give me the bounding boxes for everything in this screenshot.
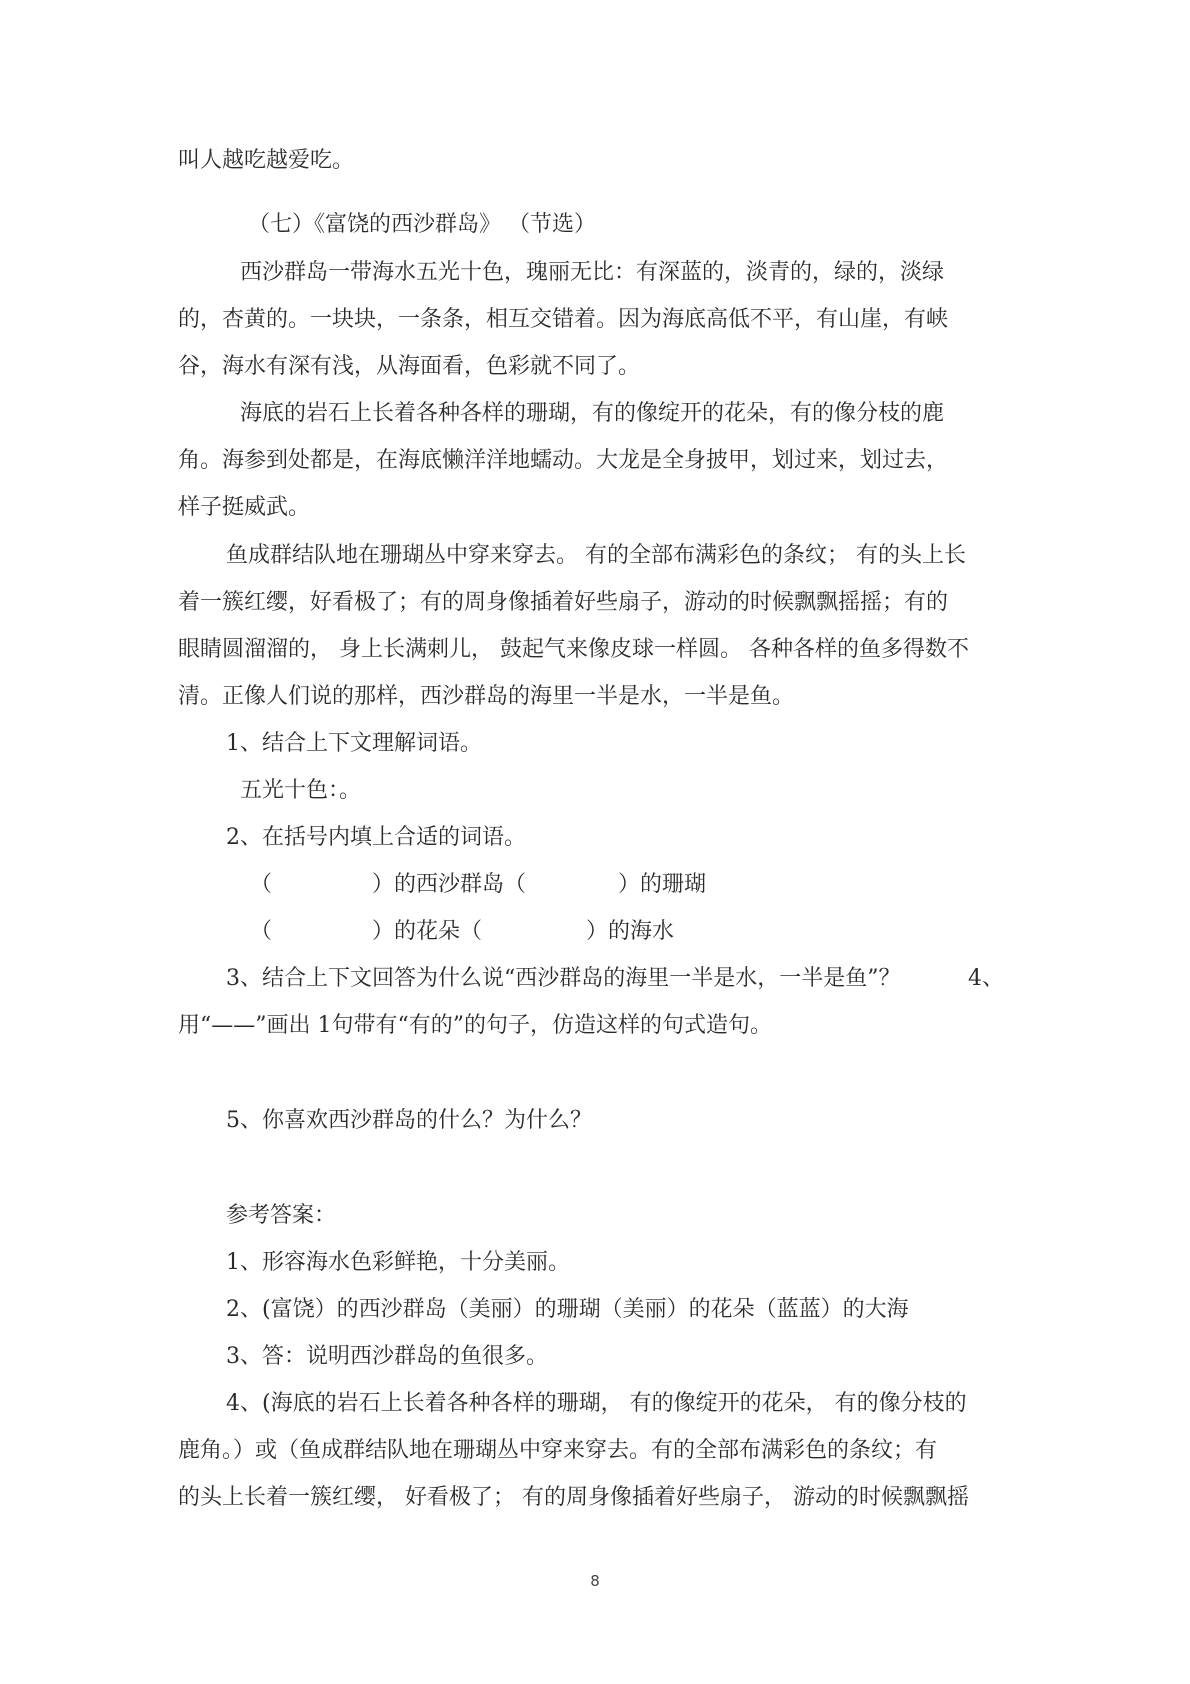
- question-3: 3、结合上下文回答为什么说“西沙群岛的海里一半是水，一半是鱼”？: [226, 966, 901, 991]
- text-line: 的，杏黄的。一块块，一条条，相互交错着。因为海底高低不平，有山崖，有峡: [178, 307, 949, 332]
- fill-blank-text: ）的海水: [586, 919, 675, 944]
- text-line: 角。海参到处都是，在海底懒洋洋地蠕动。大龙是全身披甲，划过来，划过去，: [178, 448, 949, 473]
- section-title: （七）《富饶的西沙群岛》 （节选）: [248, 212, 596, 237]
- text-line: 着一簇红缨，好看极了；有的周身像插着好些扇子，游动的时候飘飘摇摇；有的: [178, 590, 949, 615]
- text-line: 清。正像人们说的那样，西沙群岛的海里一半是水，一半是鱼。: [178, 684, 795, 709]
- answer-line: 的头上长着一簇红缨， 好看极了； 有的周身像插着好些扇子， 游动的时候飘飘摇: [178, 1485, 969, 1510]
- answer-line: 鹿角。）或（鱼成群结队地在珊瑚丛中穿来穿去。有的全部布满彩色的条纹；有: [178, 1438, 938, 1463]
- question-1: 1、结合上下文理解词语。: [226, 731, 482, 756]
- fill-blank-open: （: [250, 872, 273, 897]
- answer-line: 4、(海底的岩石上长着各种各样的珊瑚， 有的像绽开的花朵， 有的像分枝的: [226, 1391, 967, 1416]
- question-1-term: 五光十色：。: [240, 778, 362, 803]
- fill-blank-row: [250, 870, 706, 900]
- question-2: 2、在括号内填上合适的词语。: [226, 825, 526, 850]
- fill-blank-row: [250, 917, 674, 947]
- text-line: 样子挺威武。: [178, 495, 311, 520]
- text-line: 叫人越吃越爱吃。: [178, 148, 355, 173]
- answer-line: 2、(富饶）的西沙群岛（美丽）的珊瑚（美丽）的花朵（蓝蓝）的大海: [226, 1297, 909, 1322]
- text-line: 眼睛圆溜溜的， 身上长满刺儿， 鼓起气来像皮球一样圆。 各种各样的鱼多得数不: [178, 637, 969, 662]
- text-line: 鱼成群结队地在珊瑚丛中穿来穿去。 有的全部布满彩色的条纹； 有的头上长: [226, 543, 966, 568]
- answer-line: 3、答：说明西沙群岛的鱼很多。: [226, 1344, 548, 1369]
- question-5: 5、你喜欢西沙群岛的什么？为什么？: [226, 1108, 592, 1133]
- text-line: 谷，海水有深有浅，从海面看，色彩就不同了。: [178, 354, 641, 379]
- page-number: 8: [590, 1572, 600, 1590]
- fill-blank-open: （: [250, 919, 273, 944]
- fill-blank-text: ）的珊瑚: [618, 872, 707, 897]
- text-line: 西沙群岛一带海水五光十色，瑰丽无比：有深蓝的，淡青的，绿的，淡绿: [240, 260, 945, 285]
- question-4: 用“——”画出 1句带有“有的”的句子，仿造这样的句式造句。: [178, 1013, 772, 1038]
- fill-blank-text: ）的西沙群岛（: [372, 872, 527, 897]
- text-line: 海底的岩石上长着各种各样的珊瑚，有的像绽开的花朵，有的像分枝的鹿: [240, 401, 945, 426]
- answers-title: 参考答案：: [226, 1203, 337, 1228]
- question-4-number: 4、: [968, 966, 1004, 991]
- answer-line: 1、形容海水色彩鲜艳，十分美丽。: [226, 1250, 570, 1275]
- fill-blank-text: ）的花朵（: [372, 919, 483, 944]
